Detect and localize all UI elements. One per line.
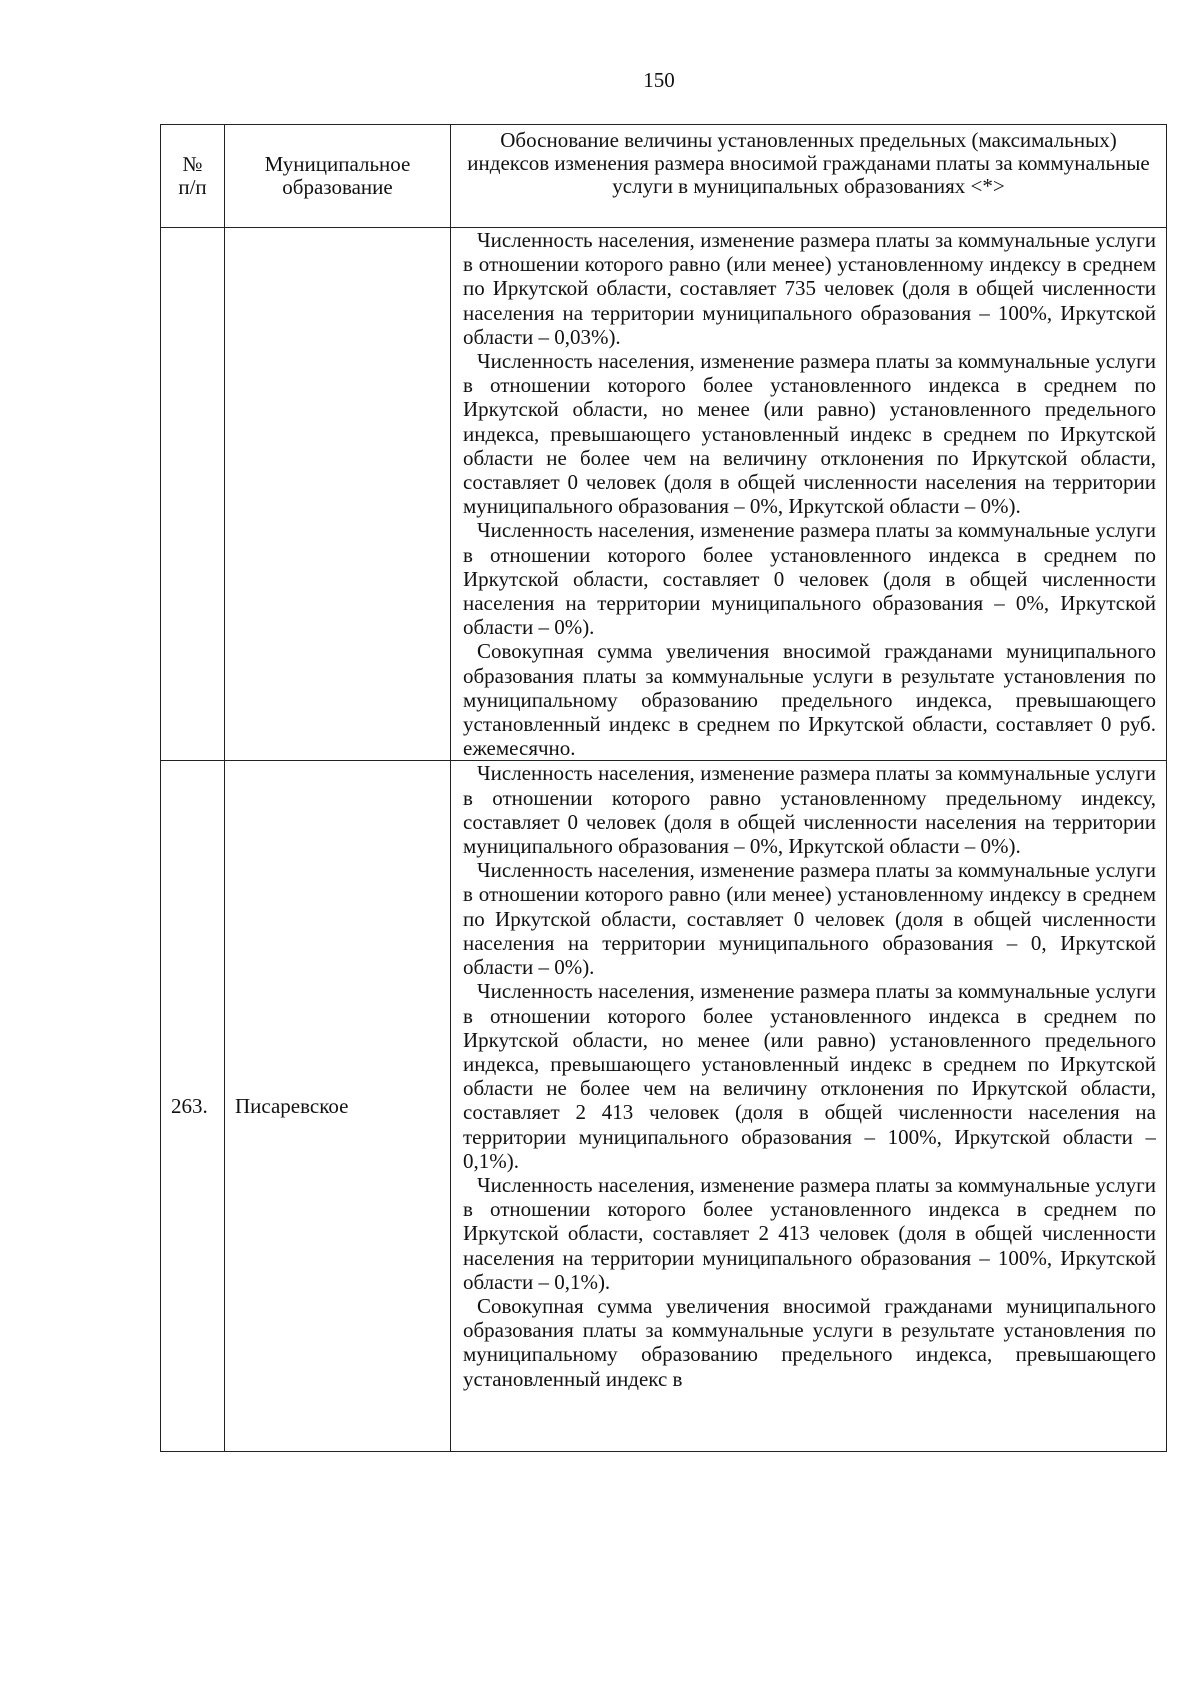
- header-justification-label: Обоснование величины установленных предельных (максимальных) индексов изменения размера вносимой гражданами платы за коммунальные услуги в муниципальных образованиях <*>: [467, 128, 1150, 198]
- paragraph: Совокупная сумма увеличения вносимой гражданами муниципального образования платы за коммунальные услуги в результате установления по муниципальному образованию предельного индекса, превышающего установленный индекс в: [463, 1293, 1156, 1391]
- justification-table: [160, 124, 1167, 1452]
- paragraph: Численность населения, изменение размера платы за коммунальные услуги в отношении которого более установленного индекса в среднем по Иркутской области, составляет 2 413 человек (доля в общей численности населения на территории муниципального образования – 100%, Иркутской области – 0,1%).: [463, 1172, 1156, 1294]
- row-justification: [451, 761, 1167, 1452]
- paragraph: Численность населения, изменение размера платы за коммунальные услуги в отношении которого равно установленному предельному индексу, составляет 0 человек (доля в общей численности населения на территории муниципального образования – 0%, Иркутской области – 0%).: [463, 761, 1156, 859]
- paragraph: Численность населения, изменение размера платы за коммунальные услуги в отношении которого более установленного индекса в среднем по Иркутской области, но менее (или равно) установленного предельного индекса, превышающего установленный индекс в среднем по Иркутской области не более чем на величину отклонения по Иркутской области, составляет 2 413 человек (доля в общей численности населения на территории муниципального образования – 100%, Иркутской области – 0,1%).: [463, 979, 1156, 1173]
- paragraph: Численность населения, изменение размера платы за коммунальные услуги в отношении которого равно (или менее) установленному индексу в среднем по Иркутской области, составляет 0 человек (доля в общей численности населения на территории муниципального образования – 0, Иркутской области – 0%).: [463, 858, 1156, 980]
- paragraph: Численность населения, изменение размера платы за коммунальные услуги в отношении которого более установленного индекса в среднем по Иркутской области, составляет 0 человек (доля в общей численности населения на территории муниципального образования – 0%, Иркутской области – 0%).: [463, 518, 1156, 640]
- row-municipality: Писаревское: [225, 761, 451, 1452]
- paragraph: Совокупная сумма увеличения вносимой гражданами муниципального образования платы за коммунальные услуги в результате установления по муниципальному образованию предельного индекса, превышающего установленный индекс в среднем по Иркутской области, составляет 0 руб. ежемесячно.: [463, 639, 1156, 761]
- table-row: [161, 761, 1167, 1452]
- header-municipality-label: Муниципальное образование: [264, 152, 411, 199]
- row-municipality: [225, 228, 451, 761]
- paragraph: Численность населения, изменение размера платы за коммунальные услуги в отношении которого равно (или менее) установленному индексу в среднем по Иркутской области, составляет 735 человек (доля в общей численности населения на территории муниципального образования – 100%, Иркутской области – 0,03%).: [463, 228, 1156, 349]
- row-justification: [451, 228, 1167, 761]
- table-row: [161, 228, 1167, 761]
- header-justification: [451, 125, 1167, 228]
- header-num: [161, 125, 225, 228]
- paragraph: Численность населения, изменение размера платы за коммунальные услуги в отношении которого более установленного индекса в среднем по Иркутской области, но менее (или равно) установленного предельного индекса, превышающего установленный индекс в среднем по Иркутской области не более чем на величину отклонения по Иркутской области, составляет 0 человек (доля в общей численности населения на территории муниципального образования – 0%, Иркутской области – 0%).: [463, 349, 1156, 519]
- row-number: [161, 228, 225, 761]
- header-municipality: [225, 125, 451, 228]
- table-header-row: [161, 125, 1167, 228]
- header-num-label: № п/п: [178, 152, 207, 199]
- page-number: 150: [643, 68, 675, 92]
- row-number: 263.: [161, 761, 225, 1452]
- row-justification-clip: [463, 761, 1156, 1451]
